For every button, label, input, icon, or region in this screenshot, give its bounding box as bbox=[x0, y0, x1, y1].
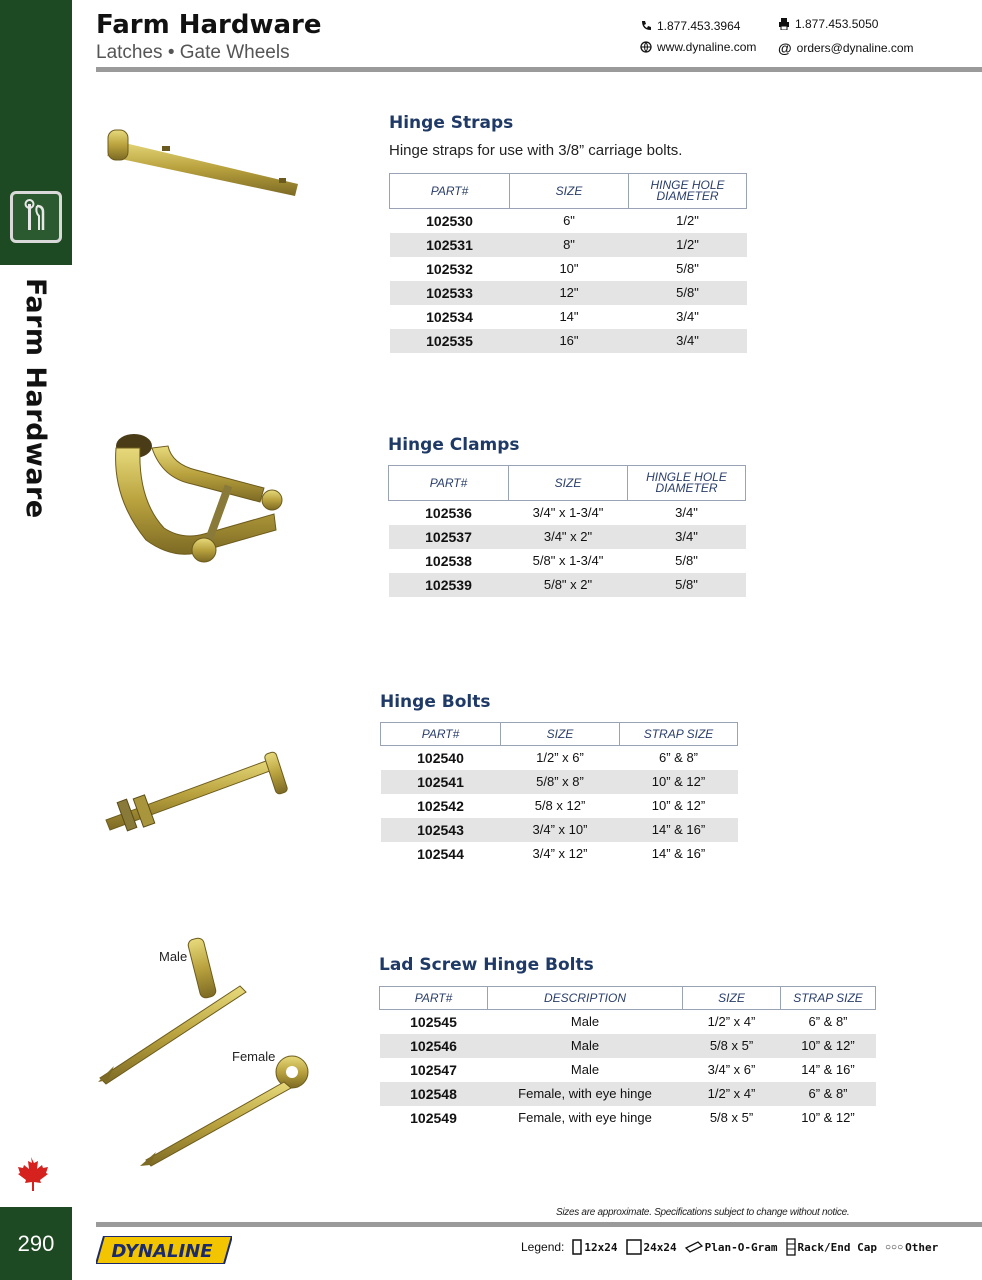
col-header-size: SIZE bbox=[501, 723, 620, 746]
legend-12x24: 12x24 bbox=[572, 1239, 617, 1255]
lad-screw-table bbox=[379, 986, 876, 1130]
header-divider bbox=[96, 67, 982, 72]
fax-number[interactable]: 1.877.453.5050 bbox=[795, 17, 879, 31]
table-row: 102545 Male 1/2” x 4” 6” & 8” bbox=[410, 1013, 848, 1030]
table-row: 102534 14" 3/4" bbox=[426, 308, 699, 325]
footer-divider bbox=[96, 1222, 982, 1227]
col-header-size: SIZE bbox=[509, 466, 628, 501]
table-row: 102533 12" 5/8" bbox=[390, 281, 747, 305]
page-subtitle: Latches • Gate Wheels bbox=[96, 42, 290, 63]
hinge-strap-image bbox=[104, 126, 300, 200]
table-row: 102539 5/8" x 2" 5/8" bbox=[389, 573, 746, 597]
page-title: Farm Hardware bbox=[96, 10, 322, 40]
hinge-straps-title: Hinge Straps bbox=[389, 113, 514, 133]
table-row: 102536 3/4" x 1-3/4" 3/4" bbox=[425, 504, 698, 521]
hinge-clamps-table bbox=[388, 465, 746, 597]
table-row: 102530 6" 1/2" bbox=[426, 212, 699, 229]
legend-rack-end-cap: Rack/End Cap bbox=[786, 1238, 877, 1256]
section-label: Farm Hardware bbox=[20, 278, 51, 519]
globe-icon bbox=[640, 41, 652, 53]
col-header-part: PART# bbox=[380, 987, 488, 1010]
hinge-straps-description: Hinge straps for use with 3/8” carriage bolts. bbox=[389, 142, 683, 159]
col-header-part: PART# bbox=[381, 723, 501, 746]
col-header-size: SIZE bbox=[510, 174, 629, 209]
rack-icon bbox=[786, 1238, 796, 1256]
col-header-part: PART# bbox=[389, 466, 509, 501]
legend bbox=[521, 1238, 938, 1256]
hardware-pin-icon bbox=[10, 191, 62, 243]
hinge-clamp-image bbox=[104, 430, 284, 578]
table-row: 102547 Male 3/4” x 6” 14” & 16” bbox=[410, 1061, 855, 1078]
col-header-hole-diameter: HINGE HOLE DIAMETER bbox=[629, 174, 747, 209]
phone-icon bbox=[640, 20, 652, 32]
phone-number[interactable]: 1.877.453.3964 bbox=[657, 19, 741, 33]
website-contact bbox=[640, 40, 756, 54]
col-header-strap-size: STRAP SIZE bbox=[620, 723, 738, 746]
lad-screw-bolts-image bbox=[94, 936, 314, 1168]
phone-contact bbox=[640, 19, 740, 33]
fax-contact bbox=[778, 17, 878, 31]
table-row: 102531 8" 1/2" bbox=[390, 233, 747, 257]
page-number: 290 bbox=[0, 1207, 72, 1280]
table-row: 102537 3/4" x 2" 3/4" bbox=[389, 525, 746, 549]
hinge-bolts-table bbox=[380, 722, 738, 866]
table-row: 102549 Female, with eye hinge 5/8 x 5” 10” & 12” bbox=[410, 1109, 855, 1126]
hinge-straps-table bbox=[389, 173, 747, 353]
hinge-bolts-title: Hinge Bolts bbox=[380, 692, 491, 712]
table-row: 102543 3/4” x 10” 14” & 16” bbox=[381, 818, 738, 842]
legend-24x24: 24x24 bbox=[626, 1239, 677, 1255]
lad-screw-title: Lad Screw Hinge Bolts bbox=[379, 955, 594, 975]
female-label: Female bbox=[232, 1049, 276, 1064]
table-row: 102542 5/8 x 12” 10” & 12” bbox=[417, 797, 706, 814]
disclaimer: Sizes are approximate. Specifications subject to change without notice. bbox=[556, 1207, 850, 1218]
at-icon: @ bbox=[778, 40, 792, 56]
fax-icon bbox=[778, 18, 790, 30]
table-row: 102538 5/8" x 1-3/4" 5/8" bbox=[425, 552, 698, 569]
col-header-part: PART# bbox=[390, 174, 510, 209]
maple-leaf-icon bbox=[14, 1156, 48, 1192]
planogram-icon bbox=[685, 1240, 703, 1254]
col-header-hole-diameter: HINGLE HOLE DIAMETER bbox=[628, 466, 746, 501]
table-row: 102546 Male 5/8 x 5” 10” & 12” bbox=[380, 1034, 876, 1058]
male-label: Male bbox=[159, 949, 188, 964]
legend-other: ○○○ Other bbox=[884, 1240, 939, 1254]
table-row: 102544 3/4” x 12” 14” & 16” bbox=[417, 845, 706, 862]
table-row: 102541 5/8” x 8” 10” & 12” bbox=[381, 770, 738, 794]
website-link[interactable]: www.dynaline.com bbox=[657, 40, 757, 54]
hinge-bolt-image bbox=[100, 744, 300, 840]
email-link[interactable]: orders@dynaline.com bbox=[796, 41, 914, 55]
col-header-strap-size: STRAP SIZE bbox=[781, 987, 876, 1010]
dots-icon: ○○○ bbox=[884, 1241, 904, 1253]
hinge-clamps-title: Hinge Clamps bbox=[388, 435, 520, 455]
dynaline-logo bbox=[96, 1236, 232, 1264]
svg-text:DYNALINE: DYNALINE bbox=[111, 1241, 213, 1262]
table-row: 102540 1/2” x 6” 6” & 8” bbox=[417, 749, 698, 766]
col-header-size: SIZE bbox=[683, 987, 781, 1010]
tall-box-icon bbox=[572, 1239, 582, 1255]
legend-label: Legend: bbox=[521, 1240, 565, 1254]
table-row: 102535 16" 3/4" bbox=[390, 329, 747, 353]
email-contact bbox=[778, 40, 914, 56]
col-header-description: DESCRIPTION bbox=[488, 987, 683, 1010]
square-box-icon bbox=[626, 1239, 642, 1255]
legend-plan-o-gram: Plan-O-Gram bbox=[685, 1240, 778, 1254]
table-row: 102548 Female, with eye hinge 1/2” x 4” 6” & 8” bbox=[380, 1082, 876, 1106]
table-row: 102532 10" 5/8" bbox=[426, 260, 699, 277]
